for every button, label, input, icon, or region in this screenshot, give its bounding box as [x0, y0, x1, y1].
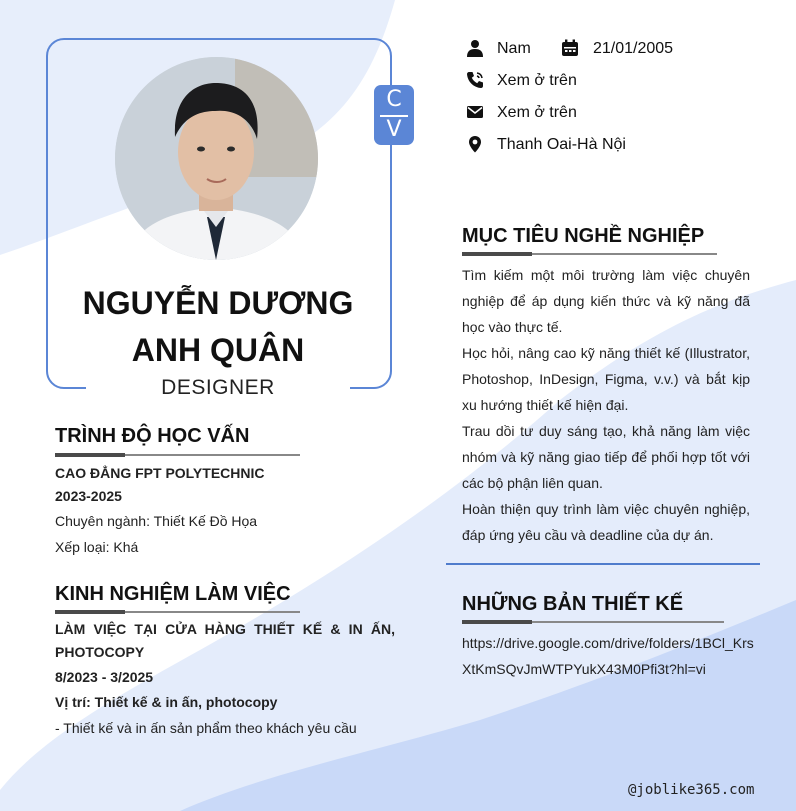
- objective-underline: [462, 253, 717, 255]
- education-heading: TRÌNH ĐỘ HỌC VẤN: [55, 425, 250, 447]
- objective-paragraph: Trau dồi tư duy sáng tạo, khả năng làm việc nhóm và kỹ năng giao tiếp để phối hợp tốt với các bộ phận liên quan.: [462, 423, 750, 491]
- education-underline: [55, 454, 300, 456]
- calendar-icon: [561, 39, 579, 57]
- phone-text: Xem ở trên: [497, 72, 577, 89]
- profile-photo: [115, 57, 318, 260]
- phone-icon: [466, 71, 484, 89]
- experience-heading: KINH NGHIỆM LÀM VIỆC: [55, 583, 291, 605]
- portfolio-heading: NHỮNG BẢN THIẾT KẾ: [462, 593, 684, 615]
- mail-icon: [466, 103, 484, 121]
- education-grade: Xếp loại: Khá: [55, 539, 139, 555]
- section-divider: [446, 563, 760, 565]
- user-icon: [466, 39, 484, 57]
- portfolio-underline: [462, 621, 724, 623]
- objective-paragraph: Hoàn thiện quy trình làm việc chuyên nghiệp, đáp ứng yêu cầu và deadline của dự án.: [462, 501, 750, 543]
- education-school: CAO ĐẲNG FPT POLYTECHNIC: [55, 465, 265, 481]
- experience-position: Vị trí: Thiết kế & in ấn, photocopy: [55, 694, 278, 710]
- candidate-role: DESIGNER: [161, 376, 275, 399]
- cv-badge-bottom: V: [386, 117, 402, 142]
- email-text: Xem ở trên: [497, 104, 577, 121]
- candidate-name: NGUYỄN DƯƠNG ANH QUÂN: [82, 285, 354, 368]
- watermark: @joblike365.com: [628, 782, 755, 798]
- avatar: [115, 57, 318, 260]
- gender-text: Nam: [497, 40, 531, 57]
- birthday-text: 21/01/2005: [593, 40, 674, 57]
- cv-badge-top: C: [386, 87, 402, 112]
- cv-badge: [374, 85, 414, 145]
- objective-heading: MỤC TIÊU NGHỀ NGHIỆP: [462, 225, 705, 247]
- education-major: Chuyên ngành: Thiết Kế Đồ Họa: [55, 513, 258, 529]
- experience-period: 8/2023 - 3/2025: [55, 669, 154, 685]
- objective-paragraph: Tìm kiếm một môi trường làm việc chuyên nghiệp để áp dụng kiến thức và kỹ năng đã học vào thực tế.: [462, 267, 750, 335]
- address-text: Thanh Oai-Hà Nội: [497, 136, 626, 153]
- location-pin-icon: [466, 135, 484, 153]
- education-years: 2023-2025: [55, 488, 122, 504]
- experience-description: - Thiết kế và in ấn sản phẩm theo khách yêu cầu: [55, 720, 357, 736]
- experience-underline: [55, 611, 300, 613]
- objective-paragraph: Học hỏi, nâng cao kỹ năng thiết kế (Illustrator, Photoshop, InDesign, Figma, v.v.) và bắt kịp xu hướng thiết kế hiện đại.: [462, 345, 750, 413]
- portfolio-link[interactable]: https://drive.google.com/drive/folders/1BCl_KrsXtKmSQvJmWTPYukX43M0Pfi3t?hl=vi: [462, 635, 754, 677]
- experience-company: LÀM VIỆC TẠI CỬA HÀNG THIẾT KẾ & IN ẤN, PHOTOCOPY: [55, 621, 395, 660]
